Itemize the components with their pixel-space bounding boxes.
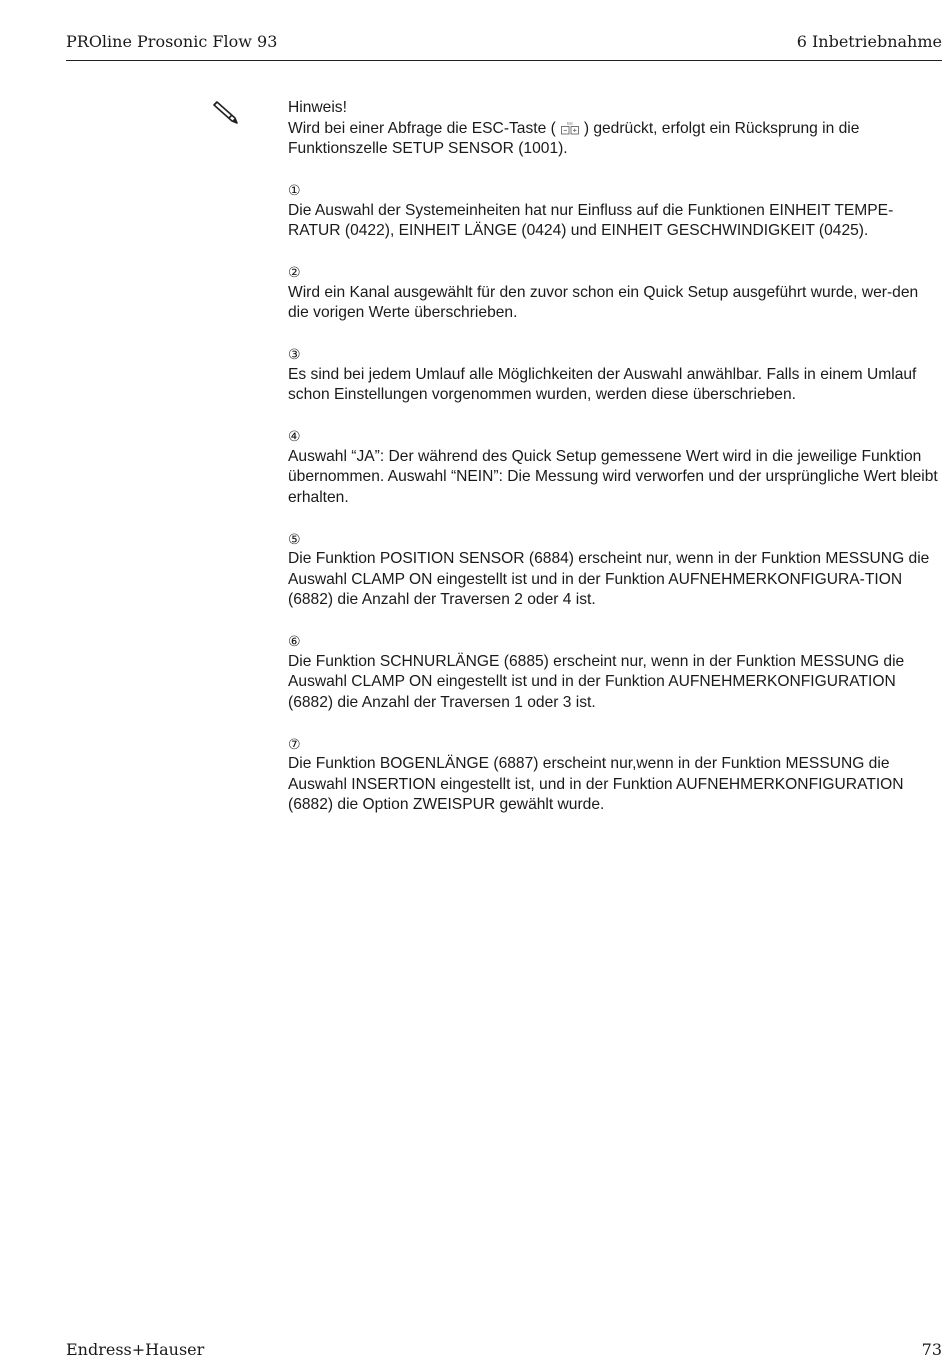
note-title: Hinweis!: [288, 99, 347, 116]
footer-page-number: 73: [921, 1340, 942, 1359]
footnote-marker: ⑥: [288, 633, 301, 649]
footnote-item: [288, 180, 942, 242]
pencil-note-icon: [210, 96, 244, 130]
footnote-marker: ④: [288, 428, 301, 444]
note-content: [288, 98, 942, 816]
footnote-text: Auswahl “JA”: Der während des Quick Setup gemessene Wert wird in die jeweilige Funktion übernommen. Auswahl “NEIN”: Die Messung wird verworfen und der ursprüngliche Wert bleibt erhalten.: [288, 447, 938, 506]
footnote-text: Es sind bei jedem Umlauf alle Möglichkeiten der Auswahl anwählbar. Falls in einem Umlauf schon Einstellungen vorgenommen wurden, werden diese überschrieben.: [288, 365, 917, 403]
header-chapter-title: 6 Inbetriebnahme: [796, 32, 942, 51]
footnote-item: [288, 262, 942, 324]
footnote-marker: ②: [288, 264, 301, 280]
footnote-item: [288, 734, 942, 816]
note-text-before-key: Wird bei einer Abfrage die ESC-Taste (: [288, 119, 556, 137]
esc-key-label: Esc: [566, 121, 573, 126]
footnote-marker: ①: [288, 182, 301, 198]
footnote-item: [288, 529, 942, 611]
footnote-text: Die Funktion BOGENLÄNGE (6887) erscheint nur,wenn in der Funktion MESSUNG die Auswahl INSERTION eingestellt ist, und in der Funktion AUFNEHMERKONFIGURATION (6882) die Option ZWEISPUR gewählt wurde.: [288, 755, 904, 813]
footnote-marker: ⑦: [288, 735, 301, 752]
footnote-item: [288, 631, 942, 713]
footnote-list: [288, 180, 942, 816]
footnote-marker: ③: [288, 346, 301, 362]
footnote-text: Die Auswahl der Systemeinheiten hat nur Einfluss auf die Funktionen EINHEIT TEMPE-RATUR (0422), EINHEIT LÄNGE (0424) und EINHEIT GESCHWINDIGKEIT (0425).: [288, 201, 894, 239]
footnote-item: [288, 344, 942, 406]
footer-brand: Endress+Hauser: [66, 1340, 205, 1359]
page-header: [66, 30, 942, 61]
footnote-text: Die Funktion SCHNURLÄNGE (6885) erscheint nur, wenn in der Funktion MESSUNG die Auswahl CLAMP ON eingestellt ist und in der Funktion AUFNEHMERKONFIGURATION (6882) die Anzahl der Traversen 1 oder 3 ist.: [288, 652, 905, 711]
header-product-title: PROline Prosonic Flow 93: [66, 32, 278, 51]
note-text: [288, 119, 942, 160]
footnote-text: Wird ein Kanal ausgewählt für den zuvor schon ein Quick Setup ausgeführt wurde, wer-den die vorigen Werte überschrieben.: [288, 283, 919, 321]
footnote-item: [288, 426, 942, 508]
footnote-text: Die Funktion POSITION SENSOR (6884) erscheint nur, wenn in der Funktion MESSUNG die Auswahl CLAMP ON eingestellt ist und in der Funktion AUFNEHMERKONFIGURA-TION (6882) die Anzahl der Traversen 2 oder 4 ist.: [288, 550, 930, 608]
footnote-marker: ⑤: [288, 530, 301, 547]
esc-key-icon: [556, 121, 584, 136]
note-text-after-key: ) gedrückt, erfolgt ein Rücksprung in die Funktionszelle SETUP SENSOR (1001).: [288, 119, 860, 157]
